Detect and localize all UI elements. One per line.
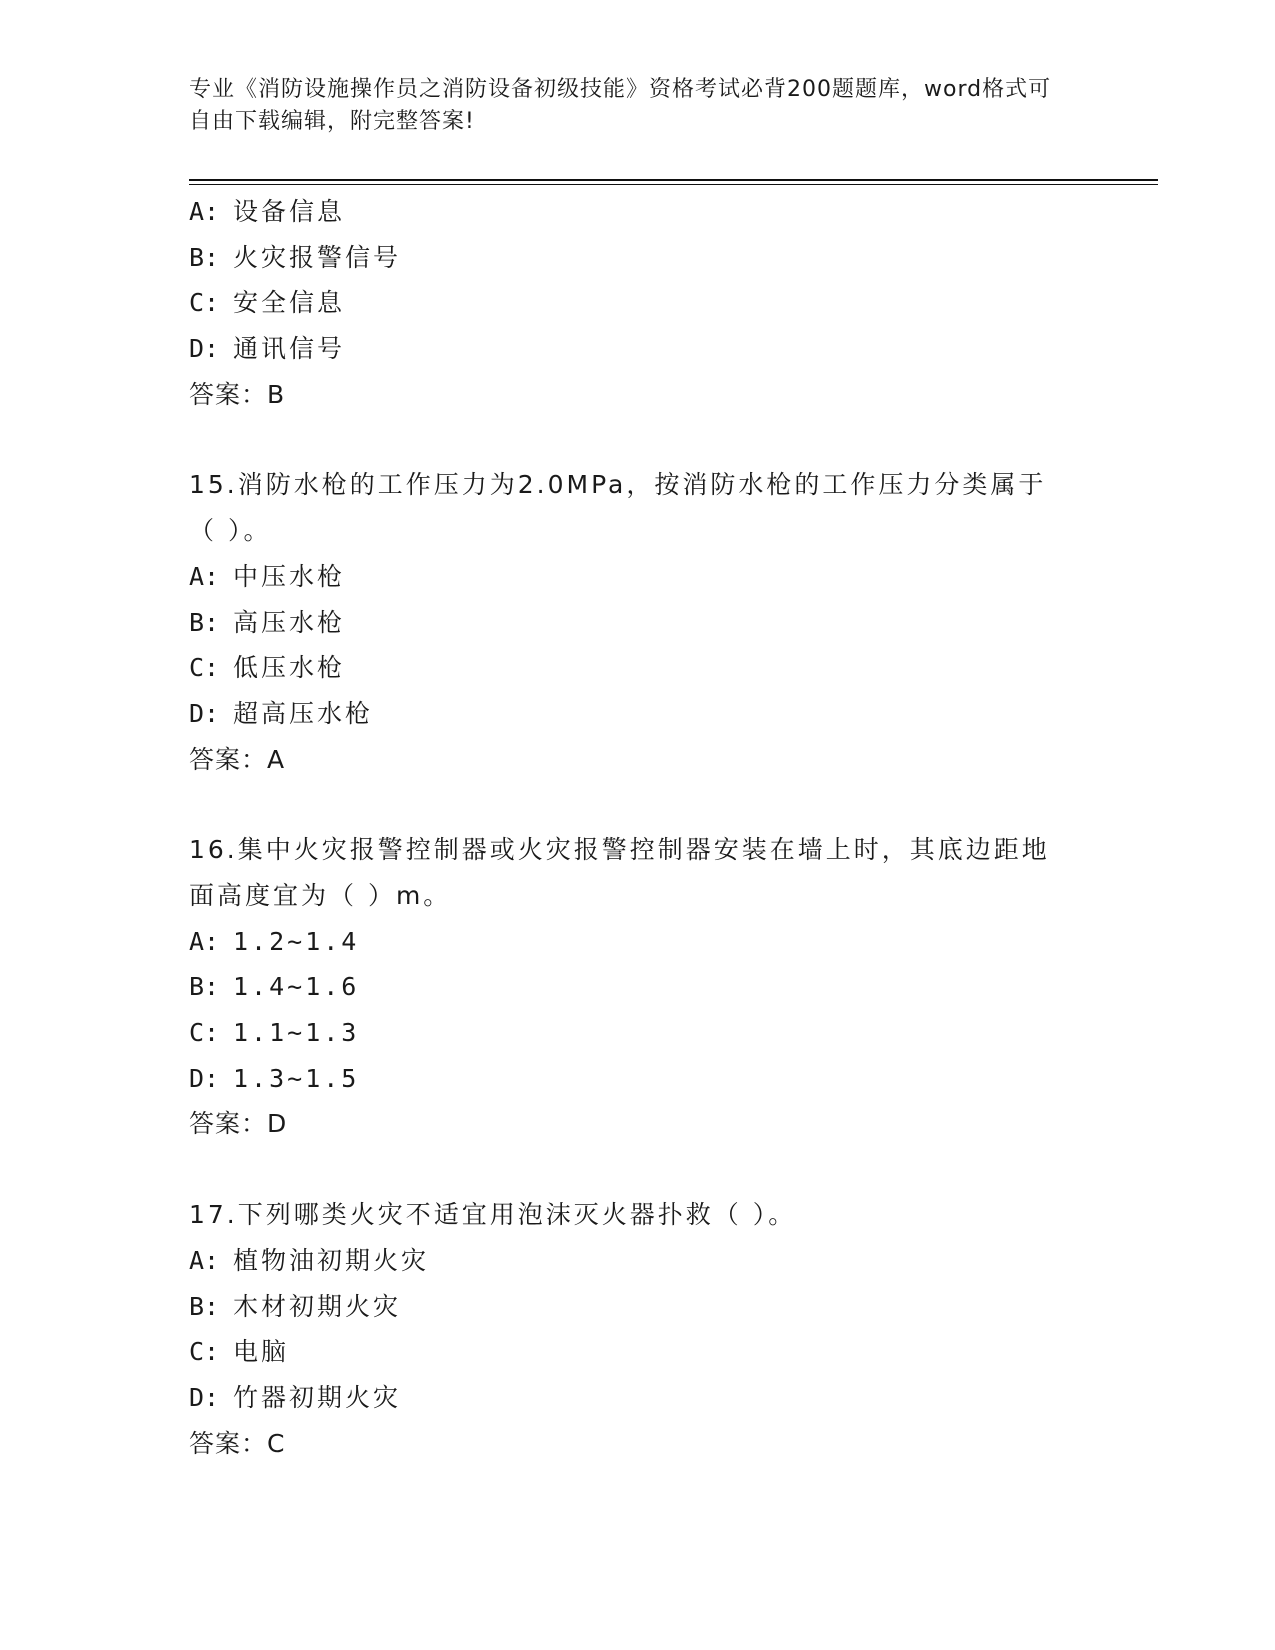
question-block-15: [189, 462, 1069, 782]
option-text: 竹器初期火灾: [233, 1382, 402, 1412]
answer-line: 答案：B: [189, 379, 286, 409]
option-label: C:: [189, 288, 220, 318]
option-label: B:: [189, 1291, 220, 1321]
option-label: D:: [189, 698, 220, 728]
question-content: [189, 189, 1069, 1466]
option-text: 超高压水枪: [233, 698, 374, 728]
option-label: A:: [189, 926, 220, 956]
option-d: [189, 1375, 1069, 1421]
spacer: [189, 417, 1069, 462]
option-text: 中压水枪: [233, 561, 346, 591]
option-text: 通讯信号: [233, 334, 346, 364]
option-text: 1.4~1.6: [233, 972, 360, 1002]
option-label: C:: [189, 1018, 220, 1048]
option-d: [189, 691, 1069, 737]
question-block-16: [189, 827, 1069, 1147]
question-stem: 16.集中火灾报警控制器或火灾报警控制器安装在墙上时，其底边距地面高度宜为（ ）m。: [189, 835, 1050, 910]
header-rule-thin: [189, 184, 1158, 185]
option-c: [189, 1329, 1069, 1375]
option-label: A:: [189, 561, 220, 591]
option-a: [189, 1238, 1069, 1284]
option-b: [189, 235, 1069, 281]
option-a: [189, 189, 1069, 235]
option-a: [189, 919, 1069, 965]
option-text: 木材初期火灾: [233, 1291, 402, 1321]
header-rule-thick: [189, 179, 1158, 181]
option-label: B:: [189, 972, 220, 1002]
option-label: D:: [189, 1063, 220, 1093]
option-label: D:: [189, 1382, 220, 1412]
answer-line: 答案：D: [189, 1109, 288, 1139]
option-c: [189, 280, 1069, 326]
option-text: 植物油初期火灾: [233, 1245, 430, 1275]
question-block-17: [189, 1192, 1069, 1466]
option-b: [189, 964, 1069, 1010]
option-c: [189, 1010, 1069, 1056]
option-text: 安全信息: [233, 288, 346, 318]
option-b: [189, 600, 1069, 646]
spacer: [189, 1147, 1069, 1192]
option-text: 1.2~1.4: [233, 926, 360, 956]
option-label: A:: [189, 197, 220, 226]
answer-line: 答案：C: [189, 1428, 286, 1458]
option-b: [189, 1284, 1069, 1330]
option-text: 高压水枪: [233, 607, 346, 637]
option-label: C:: [189, 653, 220, 683]
option-label: B:: [189, 607, 220, 637]
option-d: [189, 326, 1069, 372]
document-header: 专业《消防设施操作员之消防设备初级技能》资格考试必背200题题库，word格式可自由下载编辑，附完整答案!: [189, 77, 1052, 134]
option-label: C:: [189, 1337, 220, 1367]
option-text: 电脑: [233, 1337, 290, 1367]
option-text: 火灾报警信号: [233, 242, 402, 272]
option-label: A:: [189, 1245, 220, 1275]
spacer: [189, 782, 1069, 827]
option-c: [189, 645, 1069, 691]
option-text: 1.1~1.3: [233, 1018, 360, 1048]
option-text: 1.3~1.5: [233, 1063, 360, 1093]
option-label: D:: [189, 334, 220, 364]
option-text: 低压水枪: [233, 653, 346, 683]
question-stem: 15.消防水枪的工作压力为2.0MPa，按消防水枪的工作压力分类属于（ ）。: [189, 470, 1047, 546]
option-d: [189, 1056, 1069, 1102]
option-text: 设备信息: [233, 197, 346, 226]
question-block-14: [189, 189, 1069, 417]
option-a: [189, 554, 1069, 600]
option-label: B:: [189, 242, 220, 272]
answer-line: 答案：A: [189, 744, 286, 774]
question-stem: 17.下列哪类火灾不适宜用泡沫灭火器扑救（ ）。: [189, 1200, 797, 1230]
